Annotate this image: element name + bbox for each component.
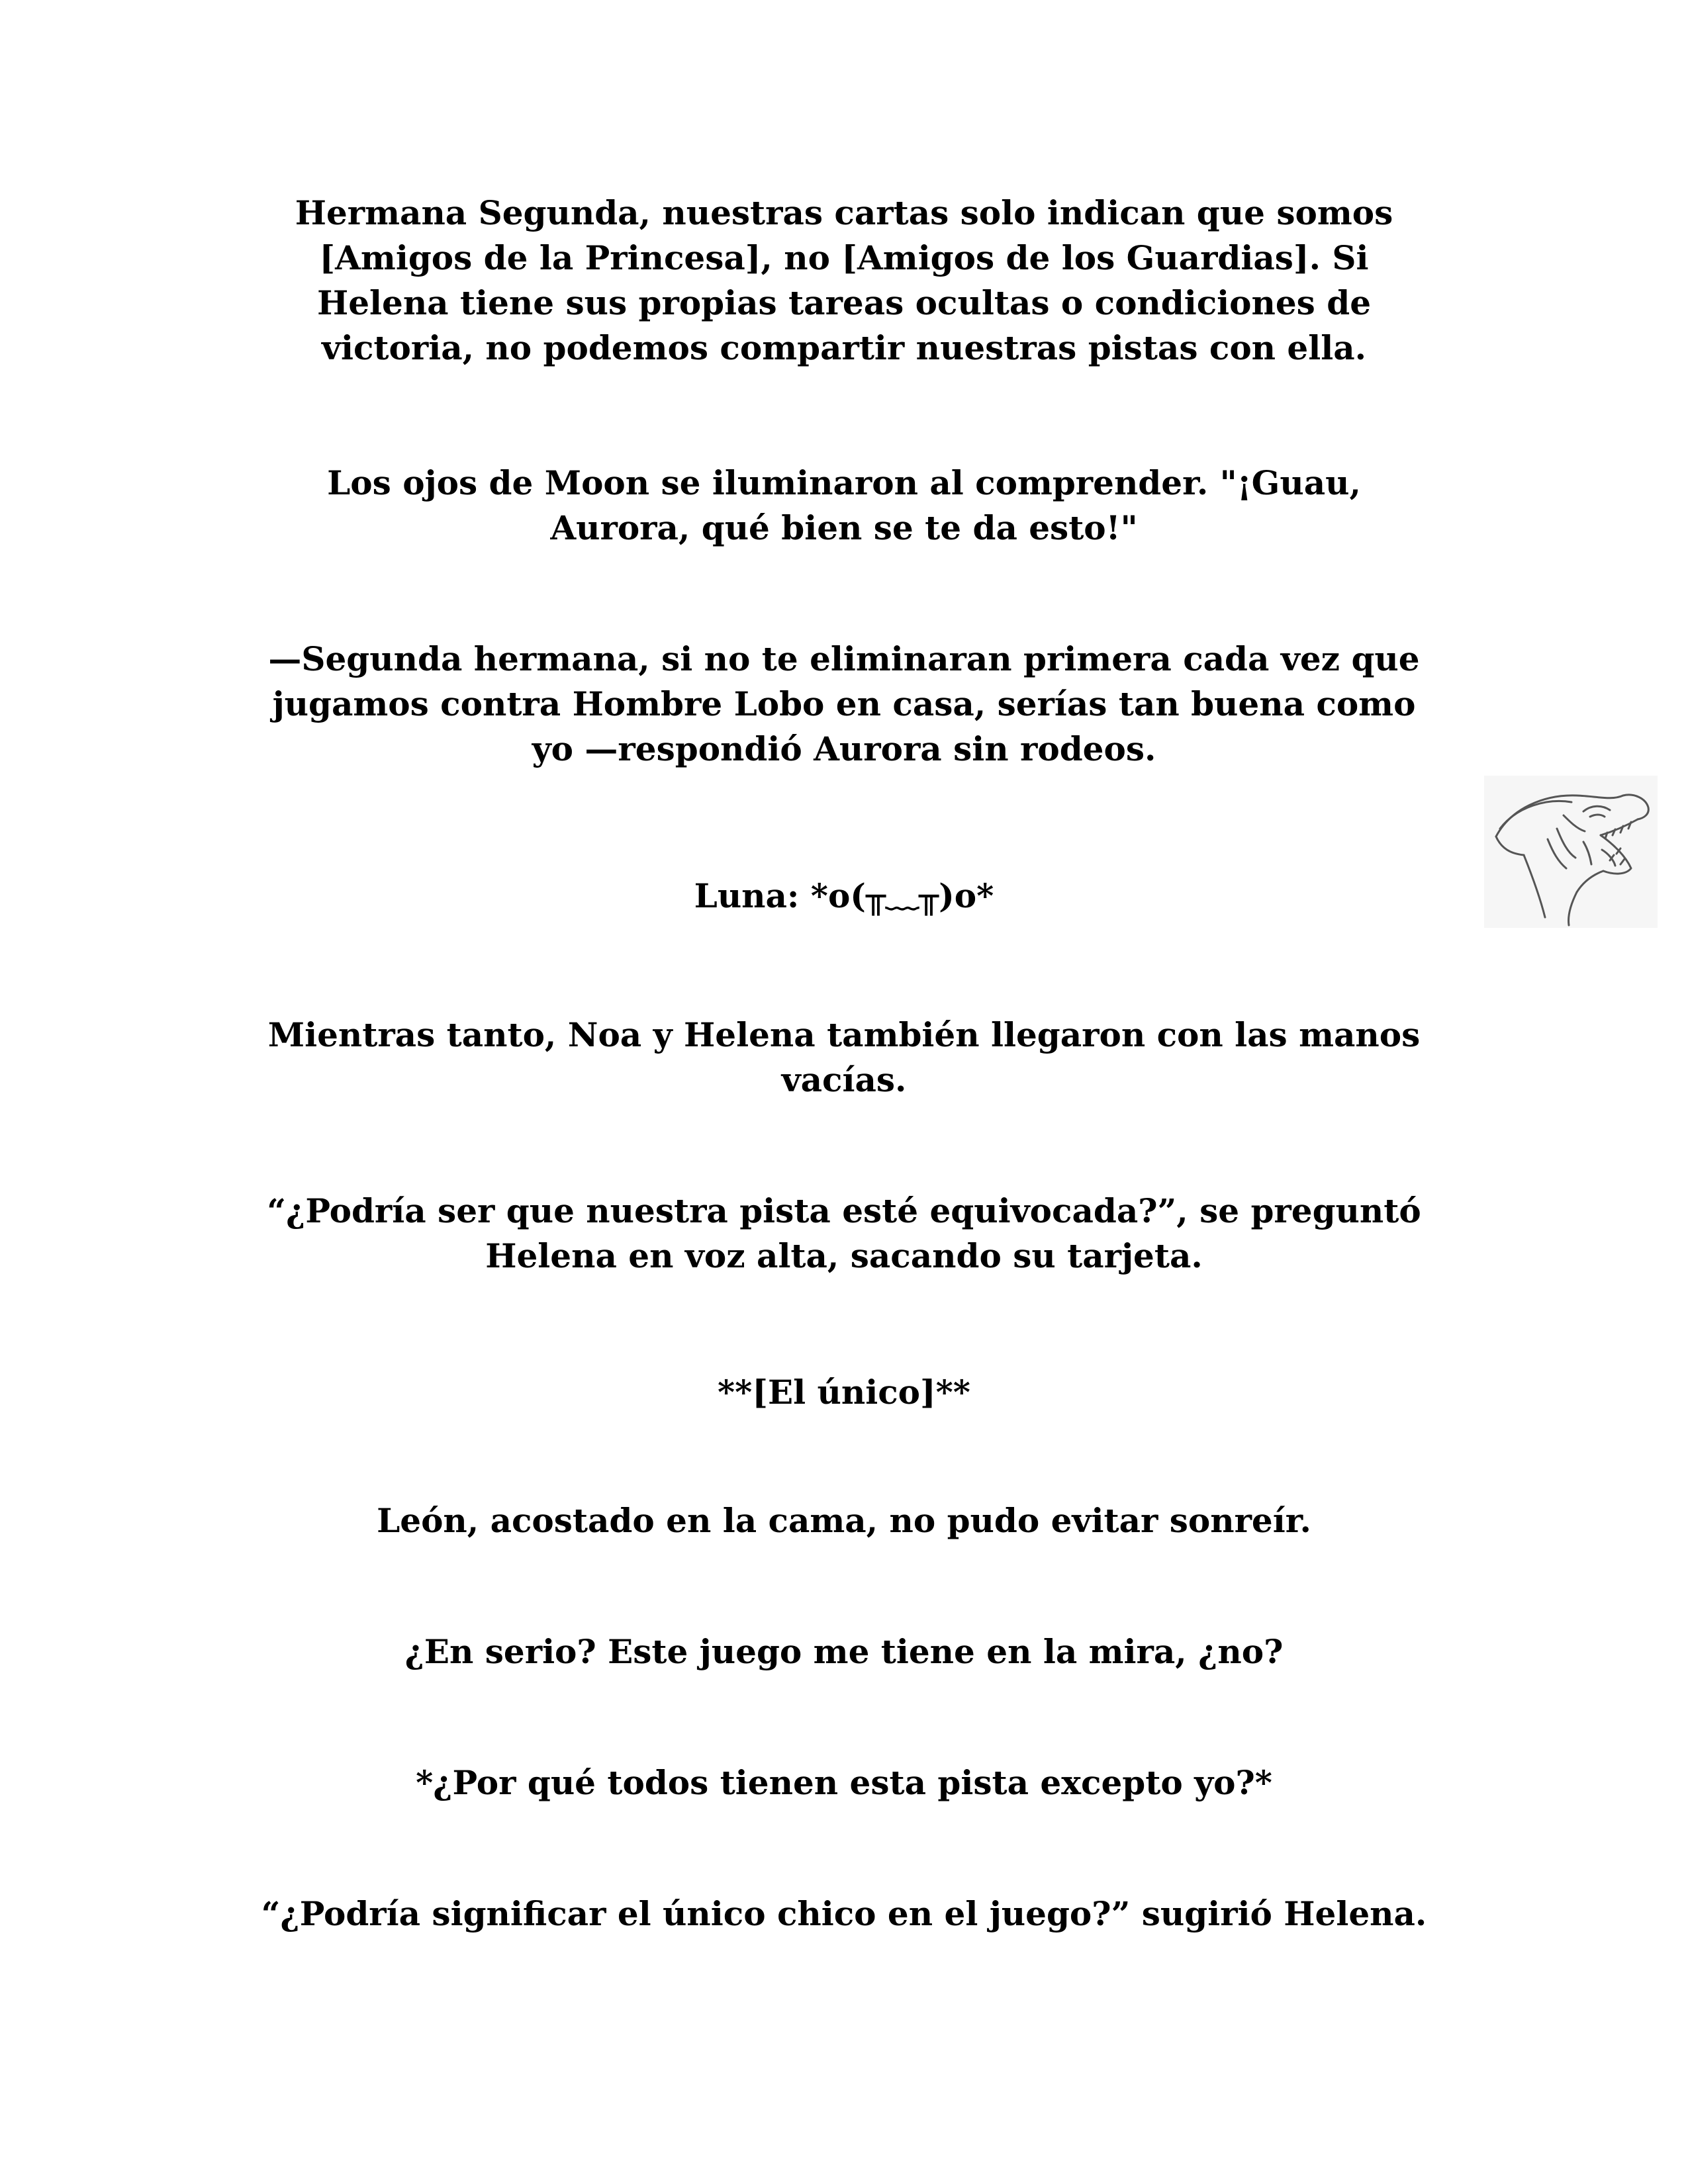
text-line: “¿Podría ser que nuestra pista esté equivocada?”, se preguntó [267,1191,1421,1230]
text-line: victoria, no podemos compartir nuestras pistas con ella. [321,328,1367,367]
text-line: Helena tiene sus propias tareas ocultas o condiciones de [316,283,1372,322]
paragraph [199,1189,1489,1279]
text-line: “¿Podría significar el único chico en el juego?” sugirió Helena. [261,1894,1427,1933]
paragraph [199,1370,1489,1415]
text-line: —Segunda hermana, si no te eliminaran primera cada vez que [268,639,1420,678]
paragraph [199,1013,1489,1103]
paragraph [199,1629,1489,1674]
text-line: vacías. [781,1060,907,1099]
text-line: Aurora, qué bien se te da esto!" [550,508,1138,547]
dinosaur-sketch-icon [1484,776,1658,928]
text-line: Luna: *o(╥﹏╥)o* [694,876,994,915]
text-line: Hermana Segunda, nuestras cartas solo indican que somos [295,193,1393,232]
text-line: yo —respondió Aurora sin rodeos. [532,729,1156,768]
dinosaur-drawing [1484,776,1658,928]
text-line: *¿Por qué todos tienen esta pista excepto yo?* [416,1763,1272,1802]
paragraph [199,1760,1489,1805]
text-line: Helena en voz alta, sacando su tarjeta. [485,1236,1203,1275]
paragraph [199,1498,1489,1543]
paragraph [199,874,1489,919]
text-line: jugamos contra Hombre Lobo en casa, serías tan buena como [272,684,1416,723]
paragraph [199,637,1489,772]
text-line: **[El único]** [718,1373,970,1412]
text-line: ¿En serio? Este juego me tiene en la mira, ¿no? [404,1632,1284,1671]
text-line: León, acostado en la cama, no pudo evitar sonreír. [377,1501,1311,1540]
text-line: Mientras tanto, Noa y Helena también llegaron con las manos [267,1015,1421,1054]
paragraph [199,1891,1489,1936]
text-line: Los ojos de Moon se iluminaron al comprender. "¡Guau, [327,463,1361,502]
text-line: [Amigos de la Princesa], no [Amigos de los Guardias]. Si [319,238,1369,277]
paragraph [199,191,1489,371]
paragraph [199,461,1489,551]
